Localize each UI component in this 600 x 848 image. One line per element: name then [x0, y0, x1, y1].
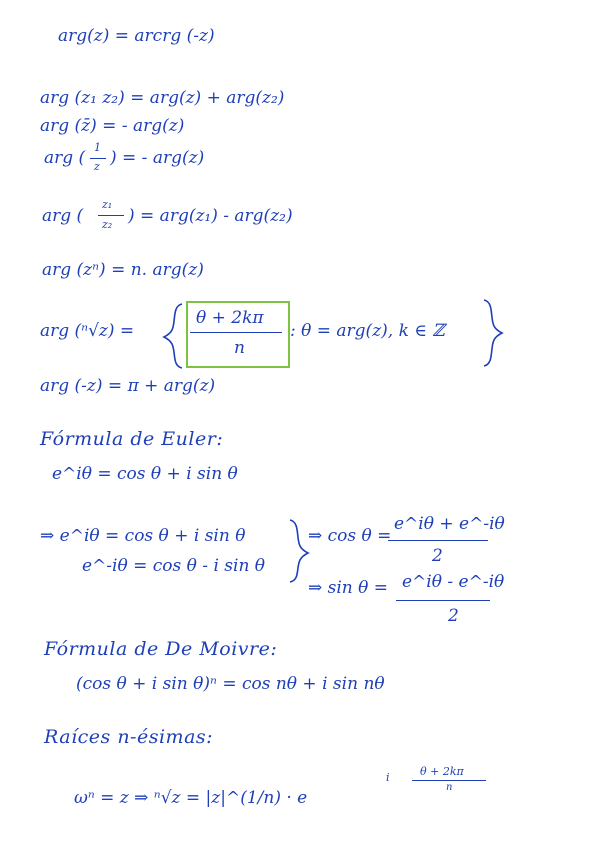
arg-root-box-fraction-bar	[190, 332, 282, 333]
moivre-heading: Fórmula de De Moivre:	[44, 638, 278, 660]
roots-exponent-i: i	[386, 771, 390, 784]
roots-exponent-fraction-bar	[412, 780, 486, 781]
arg-root-box-denominator: n	[234, 338, 245, 358]
roots-formula: ωⁿ = z ⇒ ⁿ√z = |z|^(1/n) · e	[74, 788, 308, 808]
arg-product-rule: arg (z₁ z₂) = arg(z) + arg(z₂)	[40, 88, 285, 108]
euler-formula: e^iθ = cos θ + i sin θ	[52, 464, 238, 484]
arg-root-condition: : θ = arg(z), k ∈ ℤ	[290, 321, 445, 341]
arg-inverse-lhs: arg (	[44, 148, 86, 168]
cos-result-fraction-bar	[388, 540, 488, 541]
arg-power-rule: arg (zⁿ) = n. arg(z)	[42, 260, 204, 280]
arg-root-box-numerator: θ + 2kπ	[196, 308, 264, 328]
roots-heading: Raíces n-ésimas:	[44, 726, 214, 748]
cos-result-denominator: 2	[432, 546, 443, 566]
sin-result-lhs: ⇒ sin θ =	[308, 578, 389, 598]
arg-z-arcrg-line: arg(z) = arcrg (-z)	[58, 26, 215, 46]
arg-inverse-denominator: z	[94, 160, 100, 173]
euler-plus-equation: ⇒ e^iθ = cos θ + i sin θ	[40, 526, 246, 546]
euler-heading: Fórmula de Euler:	[40, 428, 224, 450]
arg-quotient-lhs: arg (	[42, 206, 84, 226]
arg-quotient-denominator: z₂	[102, 218, 113, 231]
moivre-formula: (cos θ + i sin θ)ⁿ = cos nθ + i sin nθ	[76, 674, 385, 694]
sin-result-fraction-bar	[396, 600, 490, 601]
right-brace-icon	[484, 300, 502, 366]
arg-quotient-rhs: ) = arg(z₁) - arg(z₂)	[128, 206, 293, 226]
roots-exponent-denominator: n	[446, 782, 453, 793]
cos-result-numerator: e^iθ + e^-iθ	[394, 514, 505, 534]
roots-exponent-numerator: θ + 2kπ	[420, 765, 464, 778]
arg-inverse-rhs: ) = - arg(z)	[110, 148, 205, 168]
arg-inverse-numerator: 1	[94, 141, 101, 154]
arg-quotient-numerator: z₁	[102, 198, 113, 211]
arg-negative-rule: arg (-z) = π + arg(z)	[40, 376, 216, 396]
euler-system-brace-icon	[290, 520, 308, 582]
euler-minus-equation: e^-iθ = cos θ - i sin θ	[82, 556, 266, 576]
left-brace-icon	[164, 304, 182, 368]
arg-conjugate-rule: arg (z̄) = - arg(z)	[40, 116, 185, 136]
sin-result-numerator: e^iθ - e^-iθ	[402, 572, 505, 592]
sin-result-denominator: 2	[448, 606, 459, 626]
arg-root-lhs: arg (ⁿ√z) =	[40, 321, 135, 341]
cos-result-lhs: ⇒ cos θ =	[308, 526, 392, 546]
